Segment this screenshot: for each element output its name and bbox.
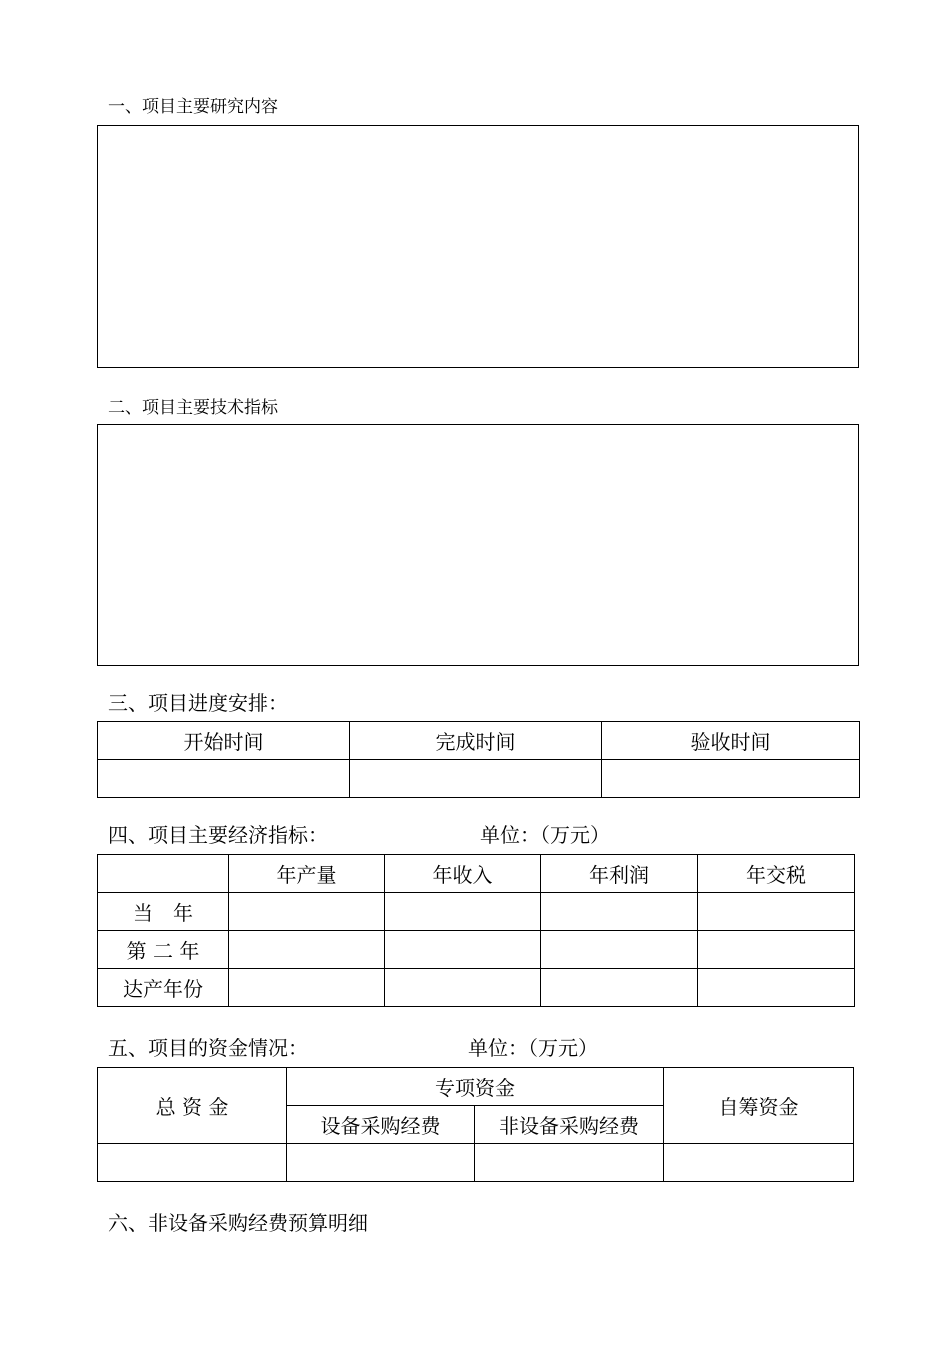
schedule-header-complete: 完成时间	[350, 722, 602, 760]
section2-heading: 二、项目主要技术指标	[108, 398, 278, 418]
schedule-table	[97, 721, 860, 798]
section4-unit: 单位：（万元）	[480, 823, 610, 847]
funding-header-non-equipment: 非设备采购经费	[475, 1106, 664, 1144]
econ-cell[interactable]	[385, 969, 541, 1007]
table-row	[98, 969, 855, 1007]
funding-non-equipment-cell[interactable]	[475, 1144, 664, 1182]
econ-cell[interactable]	[698, 969, 855, 1007]
section6-heading: 六、非设备采购经费预算明细	[108, 1211, 368, 1235]
econ-cell[interactable]	[229, 893, 385, 931]
econ-row-label: 第 二 年	[98, 931, 229, 969]
table-row	[98, 1144, 854, 1182]
econ-row-label: 达产年份	[98, 969, 229, 1007]
econ-cell[interactable]	[698, 931, 855, 969]
funding-table	[97, 1067, 854, 1182]
schedule-complete-cell[interactable]	[350, 760, 602, 798]
econ-header-income: 年收入	[385, 855, 541, 893]
table-row	[98, 893, 855, 931]
economic-indicators-table	[97, 854, 855, 1007]
research-content-box[interactable]	[97, 125, 859, 368]
funding-header-equipment: 设备采购经费	[287, 1106, 475, 1144]
funding-self-cell[interactable]	[664, 1144, 854, 1182]
econ-cell[interactable]	[541, 893, 698, 931]
schedule-acceptance-cell[interactable]	[602, 760, 860, 798]
section5-heading: 五、项目的资金情况：	[108, 1036, 308, 1060]
econ-header-tax: 年交税	[698, 855, 855, 893]
funding-header-self: 自筹资金	[664, 1068, 854, 1144]
econ-header-blank	[98, 855, 229, 893]
funding-equipment-cell[interactable]	[287, 1144, 475, 1182]
funding-total-cell[interactable]	[98, 1144, 287, 1182]
econ-cell[interactable]	[385, 893, 541, 931]
econ-row-label: 当 年	[98, 893, 229, 931]
econ-cell[interactable]	[698, 893, 855, 931]
section5-unit: 单位：（万元）	[468, 1036, 598, 1060]
funding-header-total: 总 资 金	[98, 1068, 287, 1144]
schedule-start-cell[interactable]	[98, 760, 350, 798]
econ-cell[interactable]	[541, 969, 698, 1007]
schedule-header-acceptance: 验收时间	[602, 722, 860, 760]
section4-heading: 四、项目主要经济指标：	[108, 823, 328, 847]
schedule-header-start: 开始时间	[98, 722, 350, 760]
econ-cell[interactable]	[541, 931, 698, 969]
table-row	[98, 931, 855, 969]
econ-cell[interactable]	[229, 969, 385, 1007]
technical-indicators-box[interactable]	[97, 424, 859, 666]
econ-cell[interactable]	[229, 931, 385, 969]
econ-header-profit: 年利润	[541, 855, 698, 893]
section1-heading: 一、项目主要研究内容	[108, 97, 278, 117]
section3-heading: 三、项目进度安排：	[108, 691, 288, 715]
econ-header-output: 年产量	[229, 855, 385, 893]
econ-cell[interactable]	[385, 931, 541, 969]
funding-header-special: 专项资金	[287, 1068, 664, 1106]
